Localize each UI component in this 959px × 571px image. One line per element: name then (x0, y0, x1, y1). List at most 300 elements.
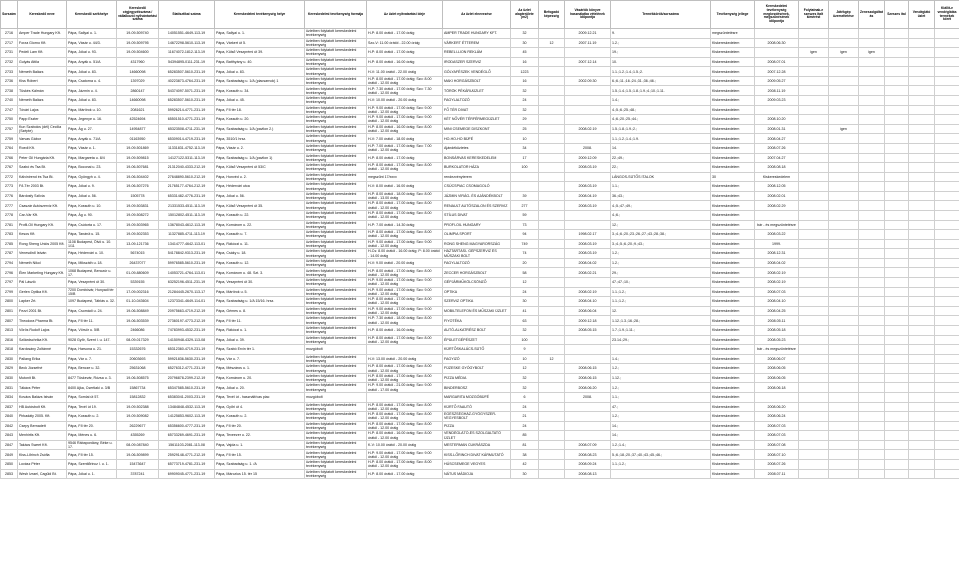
table-cell[interactable]: 65276312-4771-231-19 (159, 364, 215, 374)
table-cell[interactable]: 58 (511, 268, 539, 278)
table-cell[interactable]: 19-09-502353 (117, 230, 159, 240)
table-cell[interactable]: 2831 (1, 383, 18, 393)
table-cell[interactable] (885, 421, 909, 431)
table-cell[interactable] (799, 86, 829, 96)
table-cell[interactable]: 29 (511, 115, 539, 125)
table-cell[interactable]: 2816 (1, 335, 18, 345)
table-cell[interactable] (565, 86, 611, 96)
table-cell[interactable]: 1.2.; (611, 38, 711, 48)
table-cell[interactable]: 14150948-4329-113-08 (159, 335, 215, 345)
table-cell[interactable]: Kiss Róbert (18, 76, 67, 86)
table-cell[interactable] (909, 392, 935, 402)
table-cell[interactable]: Pápa, Jókai u. 1. (67, 469, 117, 479)
table-cell[interactable] (829, 210, 859, 220)
table-cell[interactable] (829, 29, 859, 39)
table-row[interactable] (1, 191, 959, 201)
table-cell[interactable]: 2008. (565, 392, 611, 402)
table-cell[interactable]: 19-09-508272 (117, 210, 159, 220)
table-cell[interactable]: 94 (511, 230, 539, 240)
table-cell[interactable]: Pápa, Sallyai u. 1. (215, 29, 305, 39)
table-row[interactable] (1, 201, 959, 211)
table-cell[interactable] (799, 191, 829, 201)
table-cell[interactable] (935, 67, 959, 77)
table-cell[interactable]: Kiskereskedelem (711, 143, 755, 153)
table-cell[interactable]: Pápa, 3510/1 hrsz. (215, 134, 305, 144)
table-cell[interactable]: 2007.11.19 (565, 38, 611, 48)
table-cell[interactable]: 2787 (1, 249, 18, 259)
table-cell[interactable]: igen (829, 124, 859, 134)
table-cell[interactable] (909, 306, 935, 316)
table-cell[interactable]: Kiskereskedelem (711, 402, 755, 412)
table-cell[interactable] (935, 96, 959, 106)
table-cell[interactable] (539, 297, 565, 307)
table-cell[interactable] (909, 115, 935, 125)
table-cell[interactable] (859, 297, 885, 307)
table-cell[interactable]: üzletben folytatott kereskedelmi tevékenység (305, 258, 367, 268)
table-cell[interactable]: 54374097-5071-231-19 (159, 86, 215, 96)
table-cell[interactable]: 1.2.; (611, 412, 711, 422)
table-cell[interactable]: 2008.02.29 (755, 201, 799, 211)
table-cell[interactable]: rendezvényterem (443, 172, 511, 182)
table-cell[interactable] (859, 268, 885, 278)
table-cell[interactable]: Csaszár Autószerviz Kft. (18, 201, 67, 211)
table-cell[interactable]: Kiskereskedelem (711, 210, 755, 220)
table-cell[interactable]: 30 (711, 172, 755, 182)
table-cell[interactable] (859, 287, 885, 297)
table-cell[interactable]: 19-06-509899 (117, 450, 159, 460)
table-cell[interactable]: H-V: 10.00 órától - 20.00 óráig (367, 96, 443, 106)
table-cell[interactable]: üzletben folytatott kereskedelmi tevékenység (305, 153, 367, 163)
column-header[interactable]: Kereskedő székhelye (67, 1, 117, 29)
table-cell[interactable] (935, 220, 959, 230)
table-cell[interactable] (799, 373, 829, 383)
table-cell[interactable]: Kiskereskedelem (711, 335, 755, 345)
table-cell[interactable]: Kesos Kft. (18, 230, 67, 240)
table-cell[interactable]: Pápa, Szabadság u. 1/A (pavilon 2.) (215, 124, 305, 134)
table-cell[interactable]: 277 (511, 201, 539, 211)
table-cell[interactable]: 2759 (1, 134, 18, 144)
table-cell[interactable]: BINDERBOSZ (443, 383, 511, 393)
table-cell[interactable] (909, 335, 935, 345)
table-cell[interactable]: 2009.03.23 (755, 96, 799, 106)
table-cell[interactable]: 19-09-503831 (117, 201, 159, 211)
table-cell[interactable]: Venesdinő István (18, 249, 67, 259)
table-cell[interactable] (935, 115, 959, 125)
table-cell[interactable]: igen (799, 48, 829, 58)
table-cell[interactable]: 20796878-2399-212-19 (159, 373, 215, 383)
table-cell[interactable] (909, 258, 935, 268)
table-cell[interactable]: 2008.12.31 (755, 249, 799, 259)
table-cell[interactable] (935, 325, 959, 335)
table-cell[interactable]: Kálvinirend és Tsa Bt. (18, 172, 67, 182)
table-cell[interactable]: 2466086 (117, 325, 159, 335)
table-cell[interactable] (829, 278, 859, 288)
table-cell[interactable]: HÁZTARTÁSI- GÉPSZERVIZ ÉS MŰSZAKI BOLT (443, 249, 511, 259)
table-cell[interactable] (859, 230, 885, 240)
table-cell[interactable] (885, 172, 909, 182)
column-header[interactable]: Az üzlet elnevezése (443, 1, 511, 29)
table-cell[interactable] (829, 316, 859, 326)
table-cell[interactable] (885, 143, 909, 153)
table-cell[interactable]: Pápa, Fő tér 11. (215, 316, 305, 326)
table-row[interactable] (1, 325, 959, 335)
table-cell[interactable] (885, 392, 909, 402)
table-cell[interactable] (511, 172, 539, 182)
table-cell[interactable] (539, 143, 565, 153)
table-cell[interactable] (829, 268, 859, 278)
column-header[interactable]: Tevékenység jellege (711, 1, 755, 29)
table-cell[interactable] (885, 431, 909, 441)
table-cell[interactable] (829, 440, 859, 450)
table-cell[interactable]: 74 (511, 249, 539, 259)
table-cell[interactable]: 2860147 (117, 86, 159, 96)
table-cell[interactable]: 1068 Budapest, Benczúr u. 17. (67, 268, 117, 278)
table-cell[interactable]: REBELI-LION REKLÁM (443, 48, 511, 58)
table-cell[interactable]: Pápa, Kossuth u. 2. (215, 412, 305, 422)
table-cell[interactable] (909, 220, 935, 230)
table-cell[interactable] (935, 124, 959, 134)
table-cell[interactable] (909, 325, 935, 335)
table-cell[interactable]: 69909045-4771-231-19 (159, 469, 215, 479)
table-cell[interactable]: 2008.06.15 (565, 373, 611, 383)
table-cell[interactable] (935, 134, 959, 144)
table-cell[interactable] (829, 354, 859, 364)
table-cell[interactable] (755, 392, 799, 402)
table-cell[interactable]: 13414777-4642-113-01 (159, 239, 215, 249)
table-cell[interactable]: 19-09-503965 (117, 220, 159, 230)
table-cell[interactable]: 14660098 (117, 67, 159, 77)
table-cell[interactable] (799, 239, 829, 249)
table-cell[interactable]: üzletben folytatott kereskedelmi tevékenység (305, 143, 367, 153)
table-cell[interactable]: Pápa, Anyák u. 51/A (67, 57, 117, 67)
table-cell[interactable] (909, 287, 935, 297)
table-cell[interactable]: Pápa, Rákóczi u. 1. (215, 325, 305, 335)
table-cell[interactable]: 2799 (1, 287, 18, 297)
table-cell[interactable]: 2008.06.24 (755, 412, 799, 422)
table-cell[interactable]: Pápa, Fő tér 15. (215, 450, 305, 460)
table-cell[interactable] (909, 469, 935, 479)
table-cell[interactable]: 2008. (565, 143, 611, 153)
table-cell[interactable]: 2008.02.19 (565, 124, 611, 134)
table-cell[interactable]: 38 (511, 450, 539, 460)
table-cell[interactable]: 2008.07.08 (755, 440, 799, 450)
table-cell[interactable] (909, 249, 935, 259)
table-cell[interactable]: FIYOTÉKA (443, 316, 511, 326)
table-cell[interactable]: 24 (511, 402, 539, 412)
table-cell[interactable]: üzletben folytatott kereskedelmi tevékenység (305, 316, 367, 326)
table-cell[interactable] (859, 258, 885, 268)
table-cell[interactable]: Pápa, Vásár u. 1. (67, 143, 117, 153)
table-cell[interactable]: 1.1.;1.2.;1.4.;1.9. (611, 134, 711, 144)
table-cell[interactable]: 14053721-4764-113-01 (159, 268, 215, 278)
table-cell[interactable] (885, 249, 909, 259)
table-cell[interactable]: 39 (511, 191, 539, 201)
table-cell[interactable]: Kiskereskedelem (711, 325, 755, 335)
table-cell[interactable] (565, 172, 611, 182)
table-row[interactable] (1, 383, 959, 393)
table-cell[interactable] (829, 191, 859, 201)
table-cell[interactable] (935, 364, 959, 374)
table-cell[interactable]: MAKI HORGÁSZBOLT (443, 76, 511, 86)
table-cell[interactable]: 63 (511, 316, 539, 326)
table-cell[interactable]: Pápa, Ág u. 90. (67, 210, 117, 220)
table-cell[interactable]: 2777 (1, 201, 18, 211)
table-cell[interactable] (859, 249, 885, 259)
table-cell[interactable]: 749 (511, 239, 539, 249)
table-cell[interactable]: H-P: 9.00 órától - 17.00 óráig; Szo: 9.00 órától - 12.00 óráig (367, 306, 443, 316)
table-cell[interactable]: 2829 (1, 364, 18, 374)
column-header[interactable]: Kereskedő cégjegyzékszáma / vállalkozói nyilvántartási száma (117, 1, 159, 29)
table-cell[interactable]: H-P: 8.00 órától - 17.00 óráig; Szo: 8.00 órától - 12.00 óráig (367, 402, 443, 412)
table-cell[interactable]: Pápa, Külső Veszprémi út 35. (215, 201, 305, 211)
table-cell[interactable]: üzletben folytatott kereskedelmi tevékenység (305, 48, 367, 58)
table-cell[interactable] (935, 172, 959, 182)
table-cell[interactable] (859, 86, 885, 96)
table-cell[interactable]: 65501510-4771-231-19 (159, 115, 215, 125)
table-cell[interactable]: 32 (511, 29, 539, 39)
table-cell[interactable]: 20 (511, 258, 539, 268)
table-cell[interactable] (909, 373, 935, 383)
table-cell[interactable]: 2750 (1, 115, 18, 125)
table-row[interactable] (1, 421, 959, 431)
table-cell[interactable]: 2850 (1, 460, 18, 470)
table-cell[interactable]: 8400 Ajka, Csertlaki u. 3/B (67, 383, 117, 393)
table-cell[interactable]: 21 (511, 412, 539, 422)
table-cell[interactable]: OPTIKA (443, 287, 511, 297)
table-row[interactable] (1, 124, 959, 134)
table-cell[interactable] (909, 182, 935, 192)
table-cell[interactable] (885, 105, 909, 115)
table-cell[interactable]: HB Autósbolt Kft. (18, 402, 67, 412)
table-cell[interactable]: 13678043-4612-113-19 (159, 220, 215, 230)
table-cell[interactable]: H-V: 11.00 órától - 22.00 óráig (367, 67, 443, 77)
table-cell[interactable]: 19-06-507276 (117, 182, 159, 192)
table-cell[interactable]: HÚSCSEMEGE VEGYES (443, 460, 511, 470)
table-cell[interactable] (539, 153, 565, 163)
table-cell[interactable] (935, 210, 959, 220)
table-row[interactable] (1, 278, 959, 288)
table-cell[interactable]: 2008.02.19 (755, 268, 799, 278)
table-cell[interactable] (799, 29, 829, 39)
table-row[interactable] (1, 354, 959, 364)
table-cell[interactable] (935, 201, 959, 211)
table-cell[interactable] (799, 345, 829, 355)
table-cell[interactable]: 26437077 (117, 258, 159, 268)
table-cell[interactable]: 2008.03.19 (565, 163, 611, 173)
table-cell[interactable]: Pápa, Vajda u. 1. (215, 440, 305, 450)
table-cell[interactable]: üzletben folytatott kereskedelmi tevékenység (305, 440, 367, 450)
table-cell[interactable]: Pápa, Tevél út - használt/vas piac (215, 392, 305, 402)
table-cell[interactable]: üzletben folytatott kereskedelmi tevékenység (305, 191, 367, 201)
table-row[interactable] (1, 297, 959, 307)
table-cell[interactable] (859, 421, 885, 431)
table-cell[interactable] (885, 29, 909, 39)
table-cell[interactable] (539, 402, 565, 412)
table-row[interactable] (1, 335, 959, 345)
table-row[interactable] (1, 172, 959, 182)
table-cell[interactable] (829, 460, 859, 470)
table-cell[interactable] (909, 440, 935, 450)
table-cell[interactable] (565, 278, 611, 288)
table-cell[interactable] (859, 105, 885, 115)
table-cell[interactable] (539, 450, 565, 460)
table-cell[interactable] (909, 124, 935, 134)
table-cell[interactable] (935, 316, 959, 326)
table-cell[interactable]: 24 (511, 421, 539, 431)
table-row[interactable] (1, 239, 959, 249)
table-cell[interactable]: üzletben folytatott kereskedelmi tevékenység (305, 96, 367, 106)
table-cell[interactable]: 2853 (1, 469, 18, 479)
table-cell[interactable] (909, 383, 935, 393)
table-cell[interactable] (885, 402, 909, 412)
table-cell[interactable]: Pápa, Kornárom u. 22. (215, 220, 305, 230)
table-cell[interactable]: 2008.09.24 (565, 460, 611, 470)
table-cell[interactable]: MINI CSEMEGE DISZKONT (443, 124, 511, 134)
table-cell[interactable] (859, 450, 885, 460)
table-cell[interactable]: Menhirtis Kft. (18, 431, 67, 441)
table-cell[interactable]: Profil-Oil Hungary Kft. (18, 220, 67, 230)
table-cell[interactable]: Kiskereskedelem (711, 392, 755, 402)
table-cell[interactable] (885, 38, 909, 48)
table-cell[interactable]: H-P: 8.00 órától - 17.00 óráig; Szo: 8.00 órától - 12.00 óráig (367, 364, 443, 374)
table-cell[interactable] (859, 354, 885, 364)
table-cell[interactable] (539, 373, 565, 383)
table-cell[interactable]: Theodora Pharma Bt. (18, 316, 67, 326)
table-cell[interactable]: 59926214-4771-231-19 (159, 105, 215, 115)
table-cell[interactable]: 2717 (1, 38, 18, 48)
table-cell[interactable] (885, 115, 909, 125)
table-row[interactable] (1, 402, 959, 412)
table-cell[interactable] (885, 220, 909, 230)
table-cell[interactable]: Gerlen Optika Kft. (18, 287, 67, 297)
table-cell[interactable]: H-P: 8.00 órától - 17.00 óráig (367, 469, 443, 479)
table-cell[interactable]: Kiskereskedelem (711, 383, 755, 393)
table-row[interactable] (1, 450, 959, 460)
table-cell[interactable]: 100 (511, 335, 539, 345)
table-cell[interactable]: 2757 (1, 124, 18, 134)
table-cell[interactable]: Ajándéküzletes (443, 143, 511, 153)
table-cell[interactable]: 2830 (1, 354, 18, 364)
table-cell[interactable]: 2008.08.23 (565, 450, 611, 460)
table-cell[interactable] (799, 278, 829, 288)
table-cell[interactable] (799, 325, 829, 335)
table-cell[interactable]: 100 (511, 163, 539, 173)
table-cell[interactable]: 65331482-4776-231-19 (159, 191, 215, 201)
table-cell[interactable] (859, 124, 885, 134)
table-cell[interactable] (859, 412, 885, 422)
table-cell[interactable]: Németh Nikol (18, 258, 67, 268)
table-cell[interactable] (611, 469, 711, 479)
table-cell[interactable] (565, 210, 611, 220)
table-cell[interactable]: HO-HO-HO BÜFÉ (443, 134, 511, 144)
table-cell[interactable] (799, 76, 829, 86)
table-cell[interactable]: H-P: 9.00 órától - 17.00 óráig; Szo: 9.00 órától - 12.00 óráig (367, 115, 443, 125)
table-cell[interactable]: 20975663-4719-212-19 (159, 306, 215, 316)
table-cell[interactable]: Pál László (18, 278, 67, 288)
table-cell[interactable]: Pápa, Vár u. 7. (67, 354, 117, 364)
table-cell[interactable]: 24 (511, 287, 539, 297)
table-cell[interactable]: H-P: 8.00 órától - 16.00 óráig; Szo: 8.00 órától - 12.00 óráig (367, 124, 443, 134)
table-cell[interactable] (539, 335, 565, 345)
table-cell[interactable]: 15611103-2081-113-08 (159, 440, 215, 450)
table-cell[interactable]: 26229677 (117, 421, 159, 431)
table-cell[interactable]: Kiskereskedelem (711, 201, 755, 211)
table-cell[interactable]: 1.1.; (611, 182, 711, 192)
table-cell[interactable]: 2830 (1, 373, 18, 383)
table-cell[interactable]: üzletben folytatott kereskedelmi tevékenység (305, 38, 367, 48)
table-cell[interactable] (829, 450, 859, 460)
table-cell[interactable]: 1.2.;1.4.; (611, 440, 711, 450)
table-cell[interactable]: H-P: 8.00 órától - 17.00 óráig; Szo: 8.00 órától - 12.00 óráig (367, 412, 443, 422)
table-cell[interactable]: 6.;6.;11.;16.;24.;31.;36.;46.; (611, 76, 711, 86)
table-cell[interactable]: AMPER TRADE HUNGARY KFT. (443, 29, 511, 39)
table-cell[interactable]: Pápa, Kossuth u. 10. (67, 201, 117, 211)
table-cell[interactable]: 15473647 (117, 460, 159, 470)
table-cell[interactable] (859, 306, 885, 316)
table-cell[interactable]: Kiskereskedelem (711, 373, 755, 383)
table-cell[interactable]: VENDÉGLÁTÓ-ÉS SZOLGÁLTATÓ ÜZLET (443, 431, 511, 441)
table-cell[interactable]: Pápa, Jókai u. 39. (215, 335, 305, 345)
table-cell[interactable]: Pápa, Csomádi u. 24. (67, 306, 117, 316)
table-cell[interactable]: 2785 (1, 239, 18, 249)
table-cell[interactable] (909, 364, 935, 374)
table-cell[interactable]: Kiskereskedelem (711, 153, 755, 163)
table-cell[interactable]: 2008.03.19 (565, 239, 611, 249)
table-cell[interactable] (935, 86, 959, 96)
column-header[interactable]: Játékgép üzemeltetése (829, 1, 859, 29)
table-cell[interactable] (829, 57, 859, 67)
table-cell[interactable] (885, 201, 909, 211)
table-cell[interactable] (829, 469, 859, 479)
table-cell[interactable] (829, 412, 859, 422)
table-cell[interactable]: 2781 (1, 220, 18, 230)
table-cell[interactable] (829, 153, 859, 163)
table-cell[interactable]: Pápa, Jókai u. 83. (67, 96, 117, 106)
table-cell[interactable]: 65383041-2003-231-19 (159, 392, 215, 402)
table-cell[interactable]: Pápa, Jókai u. 9. (67, 182, 117, 192)
table-cell[interactable] (829, 105, 859, 115)
table-cell[interactable] (935, 230, 959, 240)
table-cell[interactable]: 5674015 (117, 249, 159, 259)
table-cell[interactable]: H-P: 8.00 órától - 17.00 óráig; Szo: 8.00 órától - 12.00 óráig (367, 76, 443, 86)
column-header[interactable]: Zeneszolgáltatás (859, 1, 885, 29)
table-cell[interactable] (935, 268, 959, 278)
table-cell[interactable]: 4317960 (117, 57, 159, 67)
table-cell[interactable]: Kiskereskedelem (711, 230, 755, 240)
table-cell[interactable]: 32 (511, 86, 539, 96)
table-cell[interactable]: Tákács Péter (18, 383, 67, 393)
table-cell[interactable]: 14660098 (117, 96, 159, 106)
table-cell[interactable]: FÜZESKE GYÓGYBOLT (443, 364, 511, 374)
table-cell[interactable] (539, 325, 565, 335)
table-cell[interactable]: üzletben folytatott kereskedelmi tevékenység (305, 124, 367, 134)
table-cell[interactable] (829, 134, 859, 144)
table-cell[interactable] (885, 460, 909, 470)
table-row[interactable] (1, 316, 959, 326)
table-cell[interactable]: Pápa, Jázmin u. 4. (67, 86, 117, 96)
table-cell[interactable]: 08-09-017329 (117, 335, 159, 345)
table-cell[interactable]: 1.12.;1.3.;16.;28.; (611, 316, 711, 326)
table-cell[interactable]: 1397029 (117, 76, 159, 86)
table-cell[interactable] (829, 345, 859, 355)
table-cell[interactable]: 2008.04.27 (755, 134, 799, 144)
table-cell[interactable] (885, 364, 909, 374)
table-cell[interactable]: 2008.07.09 (565, 440, 611, 450)
table-cell[interactable] (935, 412, 959, 422)
table-row[interactable] (1, 153, 959, 163)
table-cell[interactable]: 19-06-504402 (117, 172, 159, 182)
table-cell[interactable]: AUTÓ-ALKATRÉSZ BOLT (443, 325, 511, 335)
